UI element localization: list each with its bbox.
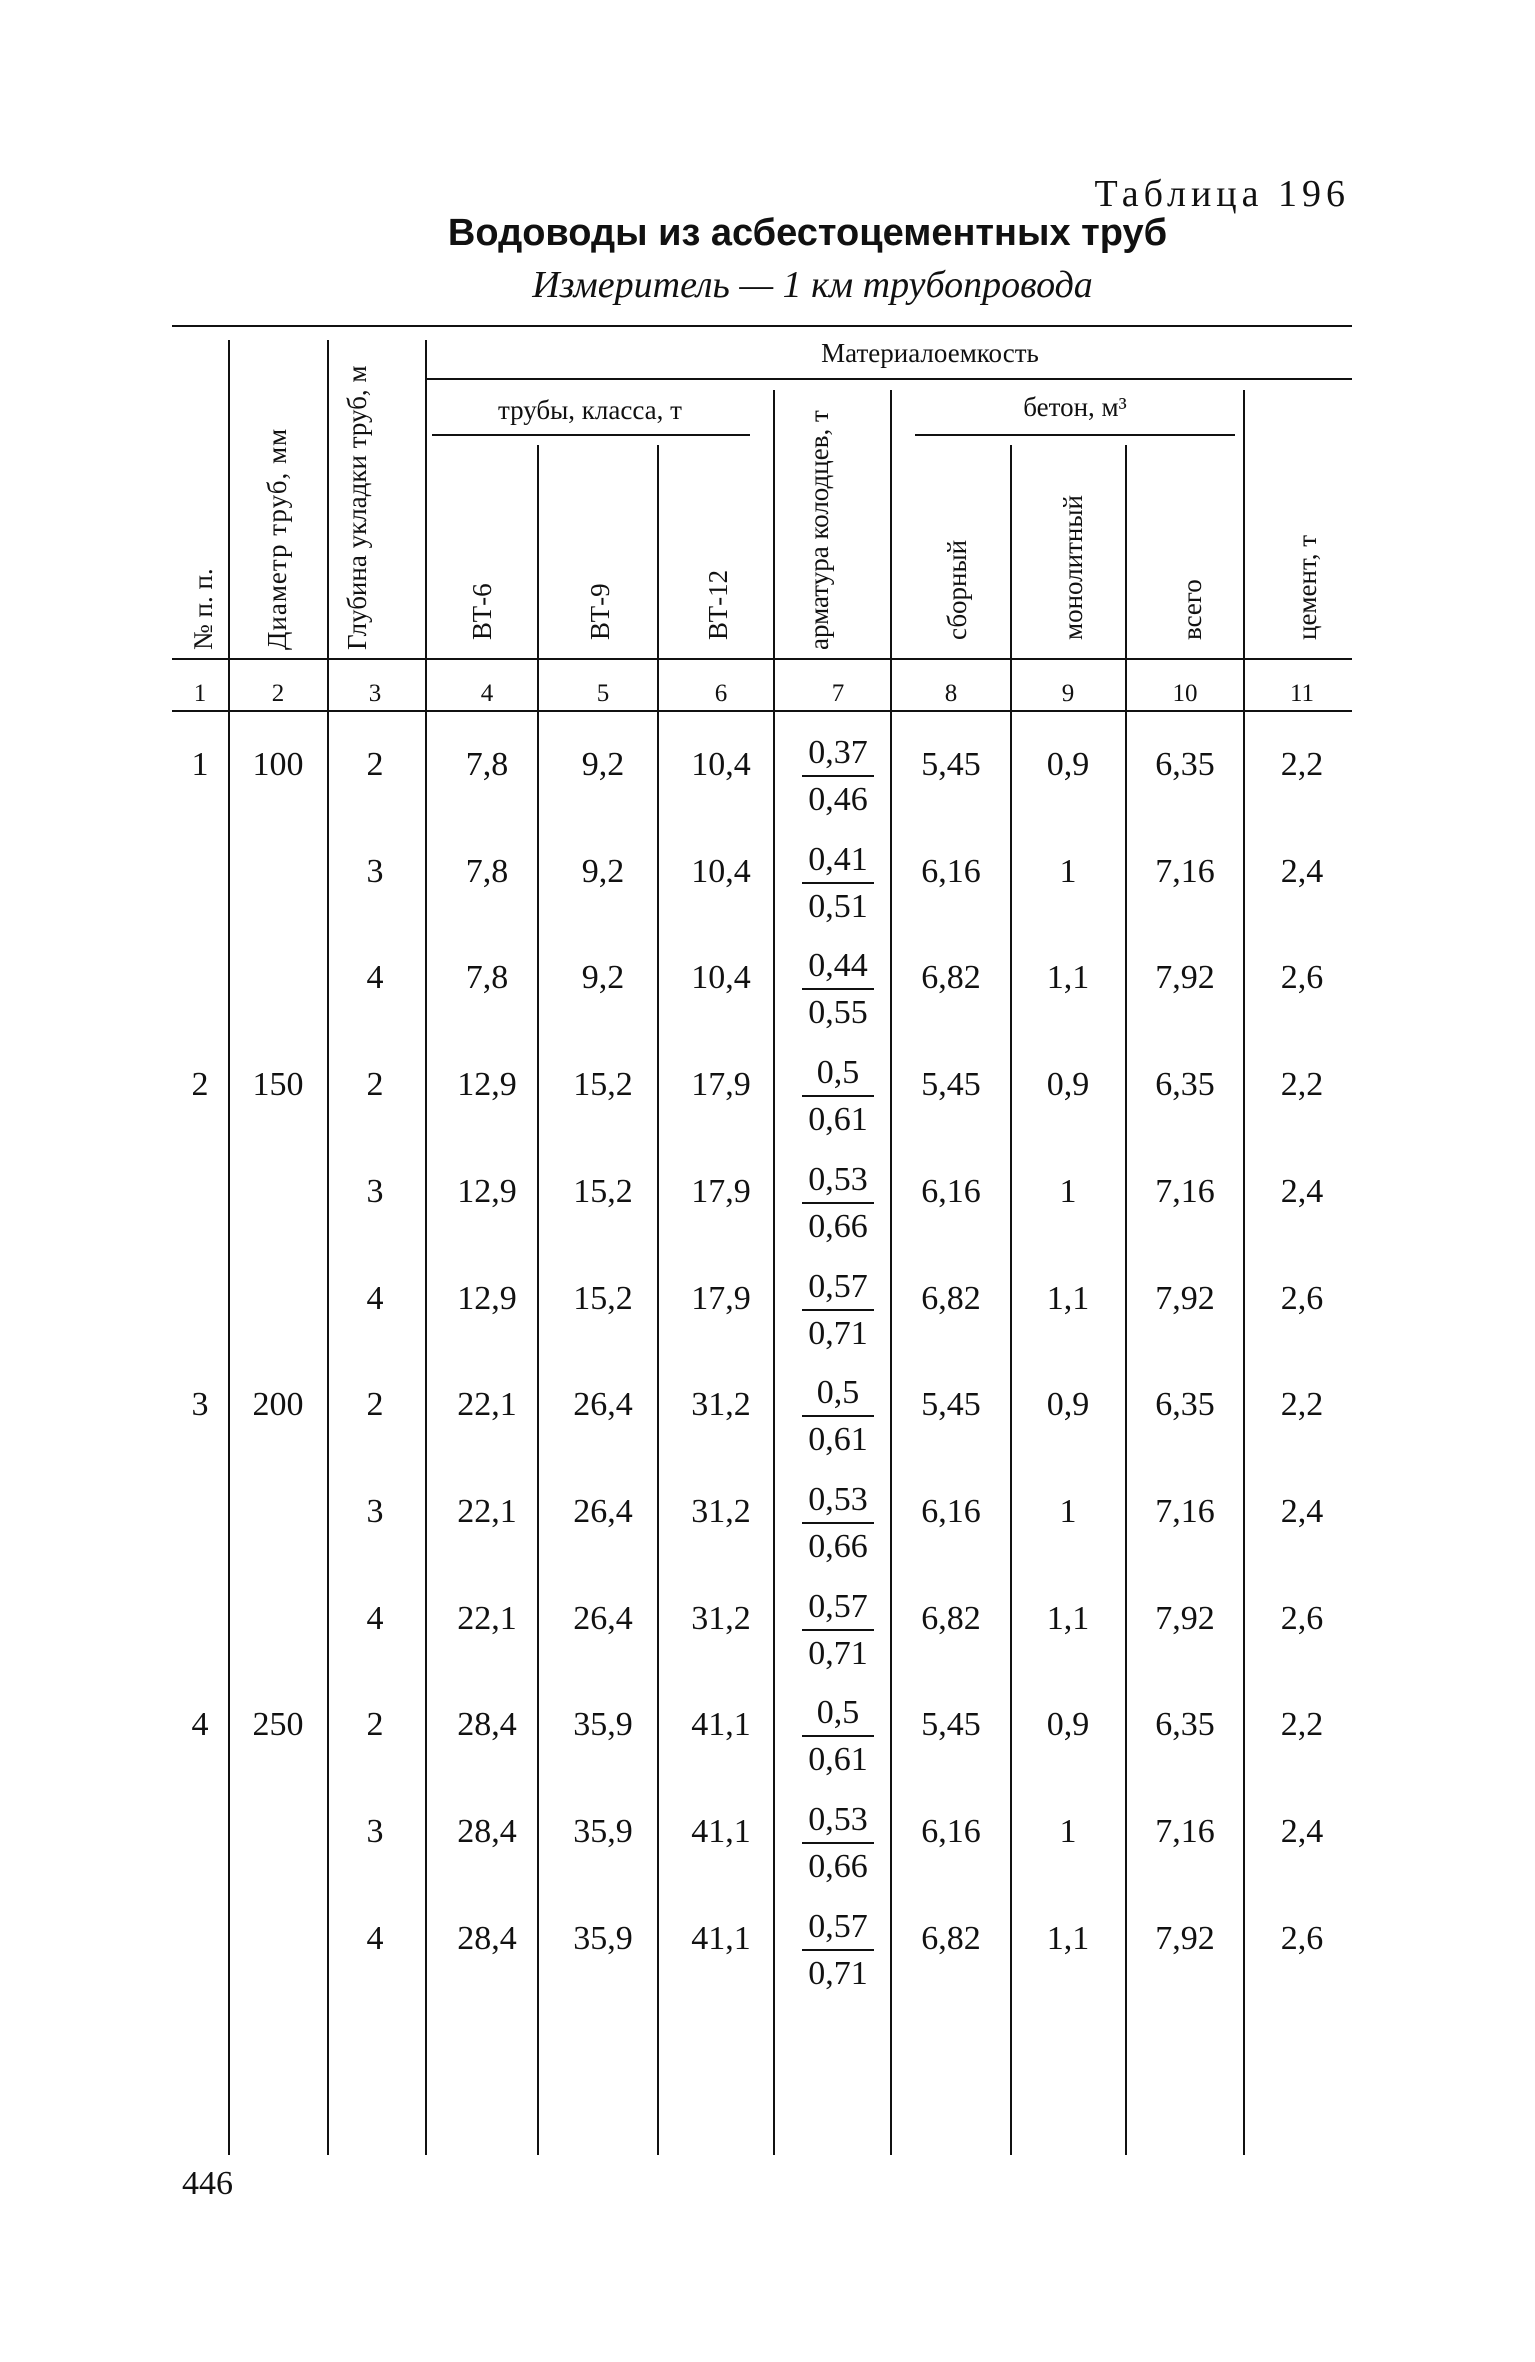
cell-vt12: 41,1: [691, 1919, 751, 1957]
cell-total: 6,35: [1155, 1066, 1215, 1104]
cell-vt9: 35,9: [573, 1813, 633, 1850]
cell-prefab: 6,16: [921, 852, 981, 890]
cell-total: 7,92: [1155, 1599, 1215, 1637]
rebar-fraction: [783, 1371, 893, 1463]
cell-prefab: 6,82: [921, 1599, 981, 1637]
cell-vt9: 35,9: [573, 1706, 633, 1744]
rebar-numerator: 0,5: [802, 1691, 874, 1737]
rebar-denominator: 0,51: [808, 887, 868, 925]
cell-mono: 0,9: [1046, 1386, 1090, 1424]
rebar-denominator: 0,61: [808, 1421, 868, 1459]
cell-vt12: 17,9: [691, 1172, 751, 1210]
header-materials: Материалоемкость: [821, 338, 1039, 368]
rebar-numerator: 0,5: [802, 1051, 874, 1097]
header-prefab: сборный: [942, 539, 972, 640]
cell-prefab: 6,82: [921, 959, 981, 997]
header-diameter: Диаметр труб, мм: [262, 427, 292, 650]
header-vt6: ВТ-6: [467, 583, 497, 640]
header-vt12: ВТ-12: [703, 569, 733, 640]
rebar-numerator: 0,53: [802, 1798, 874, 1844]
cell-mono: 0,9: [1046, 1706, 1090, 1744]
cell-cement: 2,6: [1280, 959, 1324, 997]
cell-mono: 0,9: [1046, 746, 1090, 783]
cell-depth: 4: [366, 1279, 384, 1317]
rebar-denominator: 0,66: [808, 1527, 868, 1565]
cell-total: 6,35: [1155, 1386, 1215, 1424]
column-number: 3: [368, 680, 382, 707]
rebar-denominator: 0,61: [808, 1101, 868, 1139]
rebar-fraction: [783, 1905, 893, 1997]
cell-vt6: 7,8: [465, 852, 509, 890]
cell-vt9: 9,2: [581, 746, 625, 783]
cell-cement: 2,2: [1280, 1706, 1324, 1744]
cell-vt12: 10,4: [691, 746, 751, 783]
cell-mono: 1,1: [1046, 1919, 1090, 1957]
cell-vt6: 7,8: [465, 959, 509, 997]
rebar-numerator: 0,53: [802, 1478, 874, 1524]
rebar-numerator: 0,53: [802, 1158, 874, 1204]
cell-cement: 2,4: [1280, 1492, 1324, 1530]
column-number: 4: [480, 680, 494, 707]
cell-vt9: 26,4: [573, 1599, 633, 1637]
cell-vt12: 41,1: [691, 1813, 751, 1850]
rebar-numerator: 0,57: [802, 1905, 874, 1951]
header-concrete-group: бетон, м³: [1023, 392, 1127, 422]
rebar-fraction: [783, 1798, 893, 1890]
rebar-fraction: [783, 838, 893, 930]
cell-vt12: 31,2: [691, 1599, 751, 1637]
cell-prefab: 5,45: [921, 746, 981, 783]
rebar-fraction: [783, 1265, 893, 1357]
cell-vt12: 10,4: [691, 959, 751, 997]
page-number: 446: [182, 2165, 233, 2202]
col-divider: [1125, 445, 1127, 2155]
column-number: 6: [714, 680, 728, 707]
header-depth-text: Глубина укладки труб, м: [342, 365, 372, 650]
cell-cement: 2,4: [1280, 1813, 1324, 1850]
cell-vt9: 15,2: [573, 1172, 633, 1210]
cell-depth: 3: [366, 1492, 384, 1530]
cell-depth: 3: [366, 1813, 384, 1850]
header-rebar-text: арматура колодцев, т: [804, 410, 834, 650]
rebar-numerator: 0,57: [802, 1585, 874, 1631]
cell-prefab: 6,16: [921, 1492, 981, 1530]
header-depth: [343, 340, 371, 650]
rebar-denominator: 0,66: [808, 1207, 868, 1245]
cell-cement: 2,6: [1280, 1919, 1324, 1957]
cell-cement: 2,2: [1280, 746, 1324, 783]
cell-prefab: 6,16: [921, 1813, 981, 1850]
header-pipes-group: трубы, класса, т: [498, 395, 682, 425]
cell-mono: 1: [1059, 852, 1077, 890]
col-divider: [228, 340, 230, 2155]
rebar-fraction: [783, 1585, 893, 1677]
column-number: 5: [596, 680, 610, 707]
cell-n: 3: [191, 1386, 209, 1424]
rebar-fraction: [783, 1158, 893, 1250]
header-total: всего: [1177, 579, 1207, 640]
cell-cement: 2,4: [1280, 852, 1324, 890]
cell-d: 200: [252, 1386, 304, 1424]
cell-depth: 3: [366, 1172, 384, 1210]
cell-mono: 1,1: [1046, 959, 1090, 997]
rebar-denominator: 0,71: [808, 1634, 868, 1672]
cell-cement: 2,6: [1280, 1599, 1324, 1637]
cell-depth: 4: [366, 959, 384, 997]
cell-depth: 3: [366, 852, 384, 890]
rebar-denominator: 0,71: [808, 1314, 868, 1352]
cell-depth: 2: [366, 1386, 384, 1424]
cell-mono: 1: [1059, 1172, 1077, 1210]
table-unit: Измеритель — 1 км трубопровода: [532, 264, 1093, 306]
rebar-denominator: 0,61: [808, 1741, 868, 1779]
cell-prefab: 6,82: [921, 1919, 981, 1957]
rebar-denominator: 0,71: [808, 1954, 868, 1992]
header-bottom-rule: [172, 658, 1352, 660]
col-divider: [1243, 390, 1245, 2155]
column-number: 10: [1172, 680, 1198, 707]
rebar-fraction: [783, 1691, 893, 1783]
cell-n: 1: [191, 746, 209, 783]
cell-cement: 2,2: [1280, 1066, 1324, 1104]
cell-vt9: 9,2: [581, 959, 625, 997]
cell-total: 6,35: [1155, 746, 1215, 783]
header-vt9: ВТ-9: [585, 583, 615, 640]
pipes-group-rule: [432, 434, 750, 436]
cell-total: 7,16: [1155, 1492, 1215, 1530]
col-divider: [773, 390, 775, 2155]
cell-vt12: 17,9: [691, 1279, 751, 1317]
cell-total: 7,16: [1155, 1813, 1215, 1850]
cell-total: 7,92: [1155, 959, 1215, 997]
cell-prefab: 6,82: [921, 1279, 981, 1317]
header-cement: цемент, т: [1292, 534, 1322, 640]
rebar-numerator: 0,57: [802, 1265, 874, 1311]
rebar-fraction: [783, 1051, 893, 1143]
cell-vt6: 22,1: [457, 1492, 517, 1530]
header-rebar: [805, 390, 833, 650]
cell-cement: 2,4: [1280, 1172, 1324, 1210]
cell-vt6: 12,9: [457, 1066, 517, 1104]
cell-total: 6,35: [1155, 1706, 1215, 1744]
cell-prefab: 6,16: [921, 1172, 981, 1210]
col-divider: [425, 340, 427, 2155]
concrete-group-rule: [915, 434, 1235, 436]
rebar-denominator: 0,55: [808, 994, 868, 1032]
cell-depth: 2: [366, 1066, 384, 1104]
cell-prefab: 5,45: [921, 1066, 981, 1104]
cell-vt9: 15,2: [573, 1066, 633, 1104]
cell-prefab: 5,45: [921, 1706, 981, 1744]
rebar-denominator: 0,66: [808, 1848, 868, 1885]
cell-depth: 2: [366, 1706, 384, 1744]
cell-d: 250: [252, 1706, 304, 1744]
cell-d: 100: [252, 746, 304, 783]
cell-mono: 1: [1059, 1813, 1077, 1850]
rebar-numerator: 0,5: [802, 1371, 874, 1417]
rebar-fraction: [783, 1478, 893, 1570]
cell-vt6: 28,4: [457, 1813, 517, 1850]
cell-vt12: 41,1: [691, 1706, 751, 1744]
cell-mono: 0,9: [1046, 1066, 1090, 1104]
cell-vt12: 31,2: [691, 1386, 751, 1424]
cell-d: 150: [252, 1066, 304, 1104]
cell-vt9: 15,2: [573, 1279, 633, 1317]
cell-cement: 2,6: [1280, 1279, 1324, 1317]
header-num: № п. п.: [188, 568, 218, 650]
cell-mono: 1,1: [1046, 1599, 1090, 1637]
cell-prefab: 5,45: [921, 1386, 981, 1424]
cell-vt6: 12,9: [457, 1279, 517, 1317]
materials-rule: [425, 378, 1352, 380]
cell-vt6: 22,1: [457, 1386, 517, 1424]
cell-vt9: 9,2: [581, 852, 625, 890]
cell-total: 7,16: [1155, 852, 1215, 890]
cell-total: 7,16: [1155, 1172, 1215, 1210]
cell-depth: 4: [366, 1599, 384, 1637]
rebar-numerator: 0,37: [802, 731, 874, 777]
cell-vt6: 22,1: [457, 1599, 517, 1637]
rebar-numerator: 0,44: [802, 944, 874, 990]
rebar-fraction: [783, 731, 893, 823]
col-divider: [1010, 445, 1012, 2155]
cell-vt12: 31,2: [691, 1492, 751, 1530]
cell-vt12: 10,4: [691, 852, 751, 890]
rebar-fraction: [783, 944, 893, 1036]
col-divider: [327, 340, 329, 2155]
cell-n: 4: [191, 1706, 209, 1744]
cell-total: 7,92: [1155, 1279, 1215, 1317]
header-monolithic: монолитный: [1058, 495, 1088, 640]
column-number: 2: [271, 680, 285, 707]
cell-mono: 1,1: [1046, 1279, 1090, 1317]
cell-vt6: 28,4: [457, 1919, 517, 1957]
cell-vt6: 12,9: [457, 1172, 517, 1210]
colnum-bottom-rule: [172, 710, 1352, 712]
rebar-denominator: 0,46: [808, 781, 868, 818]
cell-vt9: 26,4: [573, 1492, 633, 1530]
cell-vt6: 7,8: [465, 746, 509, 783]
column-number: 9: [1061, 680, 1075, 707]
table-number: Таблица 196: [1094, 173, 1350, 215]
column-number: 7: [831, 680, 845, 707]
table-top-rule: [172, 325, 1352, 327]
cell-mono: 1: [1059, 1492, 1077, 1530]
table-title: Водоводы из асбестоцементных труб: [447, 212, 1168, 254]
cell-vt9: 26,4: [573, 1386, 633, 1424]
cell-cement: 2,2: [1280, 1386, 1324, 1424]
cell-n: 2: [191, 1066, 209, 1104]
cell-vt6: 28,4: [457, 1706, 517, 1744]
rebar-numerator: 0,41: [802, 838, 874, 884]
cell-vt9: 35,9: [573, 1919, 633, 1957]
column-number: 11: [1289, 680, 1315, 707]
column-number: 1: [193, 680, 207, 707]
cell-vt12: 17,9: [691, 1066, 751, 1104]
cell-total: 7,92: [1155, 1919, 1215, 1957]
cell-depth: 4: [366, 1919, 384, 1957]
column-number: 8: [944, 680, 958, 707]
cell-depth: 2: [366, 746, 384, 783]
